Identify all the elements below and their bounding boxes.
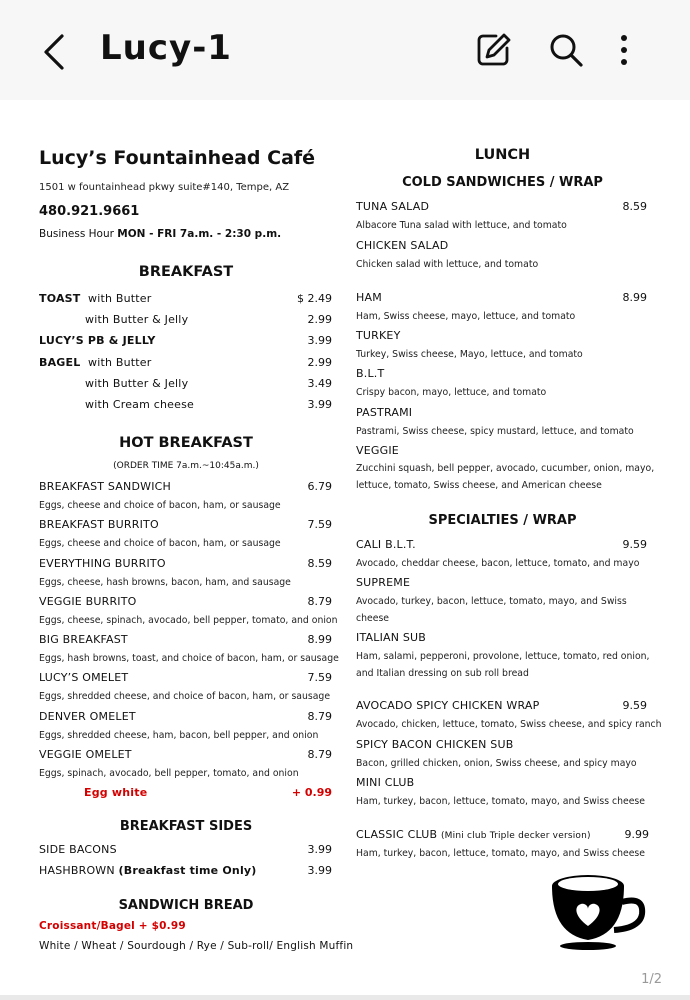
- cold-sandwiches-heading: COLD SANDWICHES / WRAP: [402, 175, 603, 190]
- menu-item-price: 8.79: [307, 710, 332, 723]
- menu-item-price: 8.79: [307, 595, 332, 608]
- menu-item-name: EVERYTHING BURRITO: [39, 557, 166, 570]
- menu-item-desc: lettuce, tomato, Swiss cheese, and American cheese: [356, 480, 602, 491]
- menu-item-name: VEGGIE BURRITO: [39, 595, 137, 608]
- breakfast-item-name: TOAST: [39, 292, 81, 305]
- back-arrow-icon: [36, 28, 76, 76]
- egg-white-label: Egg white: [84, 786, 148, 799]
- bread-options: White / Wheat / Sourdough / Rye / Sub-roll/ English Muffin: [39, 940, 354, 952]
- menu-item-name: CALI B.L.T.: [356, 538, 416, 551]
- menu-item-desc: Ham, turkey, bacon, lettuce, tomato, mayo, and Swiss cheese: [356, 848, 645, 859]
- menu-item-price: 8.59: [307, 557, 332, 570]
- menu-item-desc: Ham, salami, pepperoni, provolone, lettuce, tomato, red onion,: [356, 651, 650, 662]
- menu-item-name: ITALIAN SUB: [356, 631, 427, 644]
- cafe-address: 1501 w fountainhead pkwy suite#140, Tempe, AZ: [39, 182, 290, 193]
- breakfast-sides-heading: BREAKFAST SIDES: [119, 819, 253, 834]
- side-item-price: 3.99: [307, 843, 332, 856]
- side-item-label: HASHBROWN: [39, 864, 115, 877]
- menu-item-desc: Eggs, cheese, hash browns, bacon, ham, and sausage: [39, 577, 291, 588]
- menu-item-name: BREAKFAST SANDWICH: [39, 480, 172, 493]
- sandwich-bread-heading: SANDWICH BREAD: [118, 898, 254, 913]
- menu-item-name: HAM: [356, 291, 382, 304]
- breakfast-heading: BREAKFAST: [138, 264, 234, 280]
- cafe-name: Lucy’s Fountainhead Café: [39, 147, 316, 169]
- breakfast-item-price: 3.99: [307, 334, 332, 347]
- menu-item-name: B.L.T: [356, 367, 385, 380]
- menu-item-price: 9.99: [624, 828, 649, 841]
- menu-item-name: BREAKFAST BURRITO: [39, 518, 159, 531]
- lunch-heading: LUNCH: [474, 147, 531, 163]
- menu-item-name: LUCY’S OMELET: [39, 671, 129, 684]
- search-icon: [546, 30, 586, 70]
- side-item-name: SIDE BACONS: [39, 843, 117, 856]
- breakfast-item-price: $ 2.49: [297, 292, 332, 305]
- cafe-phone: 480.921.9661: [39, 204, 140, 219]
- breakfast-item-name: BAGEL: [39, 356, 81, 369]
- menu-item-desc: Chicken salad with lettuce, and tomato: [356, 259, 539, 270]
- edit-button[interactable]: [474, 30, 514, 70]
- top-app-bar: [0, 0, 690, 100]
- menu-item-name: VEGGIE OMELET: [39, 748, 132, 761]
- menu-item-price: 7.59: [307, 671, 332, 684]
- menu-item-name: AVOCADO SPICY CHICKEN WRAP: [356, 699, 540, 712]
- menu-item-desc: and Italian dressing on sub roll bread: [356, 668, 529, 679]
- menu-item-desc: Turkey, Swiss cheese, Mayo, lettuce, and tomato: [356, 349, 583, 360]
- breakfast-item-option: with Butter & Jelly: [85, 377, 189, 390]
- breakfast-item-option: with Butter & Jelly: [85, 313, 189, 326]
- menu-item-desc: Bacon, grilled chicken, onion, Swiss cheese, and spicy mayo: [356, 758, 637, 769]
- order-time-note: (ORDER TIME 7a.m.~10:45a.m.): [113, 461, 259, 471]
- menu-item-desc: Ham, turkey, bacon, lettuce, tomato, mayo, and Swiss cheese: [356, 796, 645, 807]
- side-item-price: 3.99: [307, 864, 332, 877]
- menu-item-desc: Avocado, cheddar cheese, bacon, lettuce, tomato, and mayo: [356, 558, 640, 569]
- breakfast-item-price: 3.49: [307, 377, 332, 390]
- menu-item-desc: Ham, Swiss cheese, mayo, lettuce, and tomato: [356, 311, 576, 322]
- menu-item-desc: Pastrami, Swiss cheese, spicy mustard, lettuce, and tomato: [356, 426, 634, 437]
- search-button[interactable]: [546, 30, 586, 70]
- menu-item-name: TURKEY: [356, 329, 401, 342]
- menu-item-price: 9.59: [622, 538, 647, 551]
- breakfast-item-option: with Cream cheese: [85, 398, 194, 411]
- business-hours: [39, 228, 281, 240]
- breakfast-item-option: with Butter: [88, 292, 152, 305]
- menu-item-desc: Eggs, shredded cheese, and choice of bacon, ham, or sausage: [39, 691, 331, 702]
- menu-item-name: BIG BREAKFAST: [39, 633, 128, 646]
- menu-item-desc: cheese: [356, 613, 390, 624]
- menu-item-price: 8.99: [622, 291, 647, 304]
- menu-item-desc: Avocado, turkey, bacon, lettuce, tomato, mayo, and Swiss: [356, 596, 627, 607]
- side-item-note: (Breakfast time Only): [118, 864, 257, 877]
- menu-item-desc: Eggs, shredded cheese, ham, bacon, bell pepper, and onion: [39, 730, 319, 741]
- menu-item-desc: Eggs, hash browns, toast, and choice of bacon, ham, or sausage: [39, 653, 339, 664]
- menu-item-name: PASTRAMI: [356, 406, 413, 419]
- breakfast-item-price: 2.99: [307, 313, 332, 326]
- back-button[interactable]: [36, 28, 76, 76]
- menu-item-label: CLASSIC CLUB: [356, 828, 438, 841]
- menu-item-name: DENVER OMELET: [39, 710, 136, 723]
- menu-item-name: VEGGIE: [356, 444, 399, 457]
- menu-item-price: 8.59: [622, 200, 647, 213]
- menu-item-price: 8.99: [307, 633, 332, 646]
- breakfast-item-price: 3.99: [307, 398, 332, 411]
- menu-item-name: [356, 828, 591, 841]
- menu-item-desc: Eggs, cheese and choice of bacon, ham, or sausage: [39, 500, 281, 511]
- menu-item-price: 9.59: [622, 699, 647, 712]
- horizontal-scrollbar[interactable]: [0, 995, 690, 1000]
- more-options-button[interactable]: [612, 30, 636, 70]
- menu-item-name: SUPREME: [356, 576, 411, 589]
- breakfast-item-option: with Butter: [88, 356, 152, 369]
- menu-item-desc: Zucchini squash, bell pepper, avocado, cucumber, onion, mayo,: [356, 463, 655, 474]
- hours-label: Business Hour: [39, 228, 114, 240]
- menu-item-desc: Avocado, chicken, lettuce, tomato, Swiss cheese, and spicy ranch: [356, 719, 662, 730]
- breakfast-item-price: 2.99: [307, 356, 332, 369]
- menu-item-desc: Eggs, cheese and choice of bacon, ham, or sausage: [39, 538, 281, 549]
- specialties-heading: SPECIALTIES / WRAP: [428, 513, 577, 528]
- menu-item-name: MINI CLUB: [356, 776, 415, 789]
- menu-item-name: CHICKEN SALAD: [356, 239, 449, 252]
- hot-breakfast-heading: HOT BREAKFAST: [119, 435, 253, 451]
- menu-item-desc: Albacore Tuna salad with lettuce, and tomato: [356, 220, 567, 231]
- menu-item-price: 8.79: [307, 748, 332, 761]
- menu-item-desc: Eggs, spinach, avocado, bell pepper, tomato, and onion: [39, 768, 299, 779]
- more-vertical-icon: [612, 30, 636, 70]
- menu-item-note: (Mini club Triple decker version): [440, 831, 591, 841]
- bread-upcharge: Croissant/Bagel + $0.99: [39, 920, 186, 932]
- page-indicator: 1/2: [641, 972, 662, 987]
- edit-icon: [474, 30, 514, 70]
- coffee-cup-heart-icon: [548, 870, 648, 952]
- breakfast-item-name: LUCY’S PB & JELLY: [39, 334, 156, 347]
- menu-item-desc: Eggs, cheese, spinach, avocado, bell pepper, tomato, and onion: [39, 615, 338, 626]
- document-title: Lucy-1: [100, 28, 232, 68]
- menu-item-name: TUNA SALAD: [356, 200, 430, 213]
- menu-item-price: 7.59: [307, 518, 332, 531]
- menu-item-price: 6.79: [307, 480, 332, 493]
- side-item-name: [39, 864, 257, 877]
- menu-item-name: SPICY BACON CHICKEN SUB: [356, 738, 514, 751]
- menu-page: [0, 100, 690, 995]
- menu-item-desc: Crispy bacon, mayo, lettuce, and tomato: [356, 387, 547, 398]
- hours-value: MON - FRI 7a.m. - 2:30 p.m.: [117, 228, 282, 240]
- egg-white-price: + 0.99: [291, 786, 332, 799]
